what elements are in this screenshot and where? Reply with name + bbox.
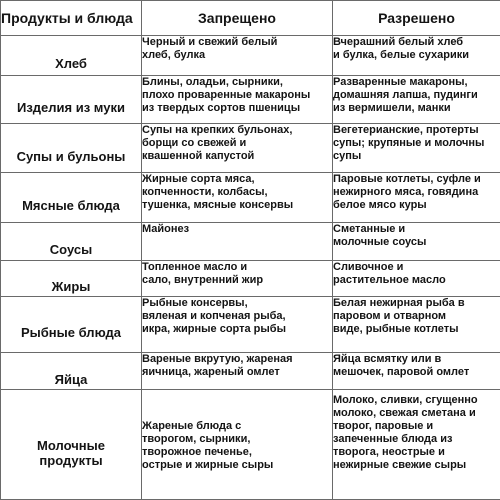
forbidden-cell: Черный и свежий белый хлеб, булка [142, 36, 333, 76]
allowed-cell: Сливочное и растительное масло [333, 261, 500, 297]
forbidden-cell: Блины, оладьи, сырники, плохо проваренные макароны из твердых сортов пшеницы [142, 76, 333, 124]
product-label: Молочные продукты [37, 437, 105, 468]
table-row-fish [1, 297, 500, 353]
allowed-cell: Паровые котлеты, суфле и нежирного мяса, говядина белое мясо куры [333, 173, 500, 223]
table-row-fats [1, 261, 500, 297]
forbidden-cell: Жирные сорта мяса, копченности, колбасы, тушенка, мясные консервы [142, 173, 333, 223]
product-label: Хлеб [55, 56, 87, 71]
table-row-dairy [1, 390, 500, 500]
product-cell [1, 353, 142, 390]
table-row-flour-products [1, 76, 500, 124]
table-row-bread [1, 36, 500, 76]
forbidden-cell: Майонез [142, 223, 333, 261]
table-row-meat [1, 173, 500, 223]
allowed-cell: Вчерашний белый хлеб и булка, белые сухарики [333, 36, 500, 76]
header-products: Продукты и блюда [1, 1, 142, 36]
forbidden-cell: Топленное масло и сало, внутренний жир [142, 261, 333, 297]
forbidden-cell: Вареные вкрутую, жареная яичница, жареный омлет [142, 353, 333, 390]
product-label: Жиры [51, 279, 91, 294]
table-row-eggs [1, 353, 500, 390]
allowed-cell: Вегетерианские, протерты супы; крупяные и молочны супы [333, 124, 500, 173]
product-label: Мясные блюда [22, 198, 120, 213]
forbidden-cell: Супы на крепких бульонах, борщи со свежей и квашенной капустой [142, 124, 333, 173]
product-cell [1, 36, 142, 76]
allowed-cell: Белая нежирная рыба в паровом и отварном виде, рыбные котлеты [333, 297, 500, 353]
product-label: Рыбные блюда [21, 325, 121, 340]
forbidden-cell: Жареные блюда с творогом, сырники, творожное печенье, острые и жирные сыры [142, 390, 333, 500]
allowed-cell: Молоко, сливки, сгущенно молоко, свежая сметана и творог, паровые и запеченные блюда из творога, неострые и нежирные свежие сыры [333, 390, 500, 500]
product-label: Соусы [49, 242, 93, 257]
header-allowed: Разрешено [333, 1, 500, 36]
product-cell [1, 223, 142, 261]
header-row [1, 1, 500, 36]
product-cell [1, 261, 142, 297]
product-cell [1, 173, 142, 223]
table-row-soups [1, 124, 500, 173]
product-cell [1, 76, 142, 124]
allowed-cell: Сметанные и молочные соусы [333, 223, 500, 261]
product-cell [1, 124, 142, 173]
product-label: Супы и бульоны [16, 148, 126, 164]
allowed-cell: Яйца всмятку или в мешочек, паровой омлет [333, 353, 500, 390]
header-forbidden: Запрещено [142, 1, 333, 36]
product-label: Изделия из муки [17, 100, 125, 115]
allowed-cell: Разваренные макароны, домашняя лапша, пудинги из вермишели, манки [333, 76, 500, 124]
product-label: Яйца [54, 371, 88, 387]
forbidden-cell: Рыбные консервы, вяленая и копченая рыба, икра, жирные сорта рыбы [142, 297, 333, 353]
product-cell [1, 297, 142, 353]
product-cell [1, 390, 142, 500]
table-row-sauces [1, 223, 500, 261]
